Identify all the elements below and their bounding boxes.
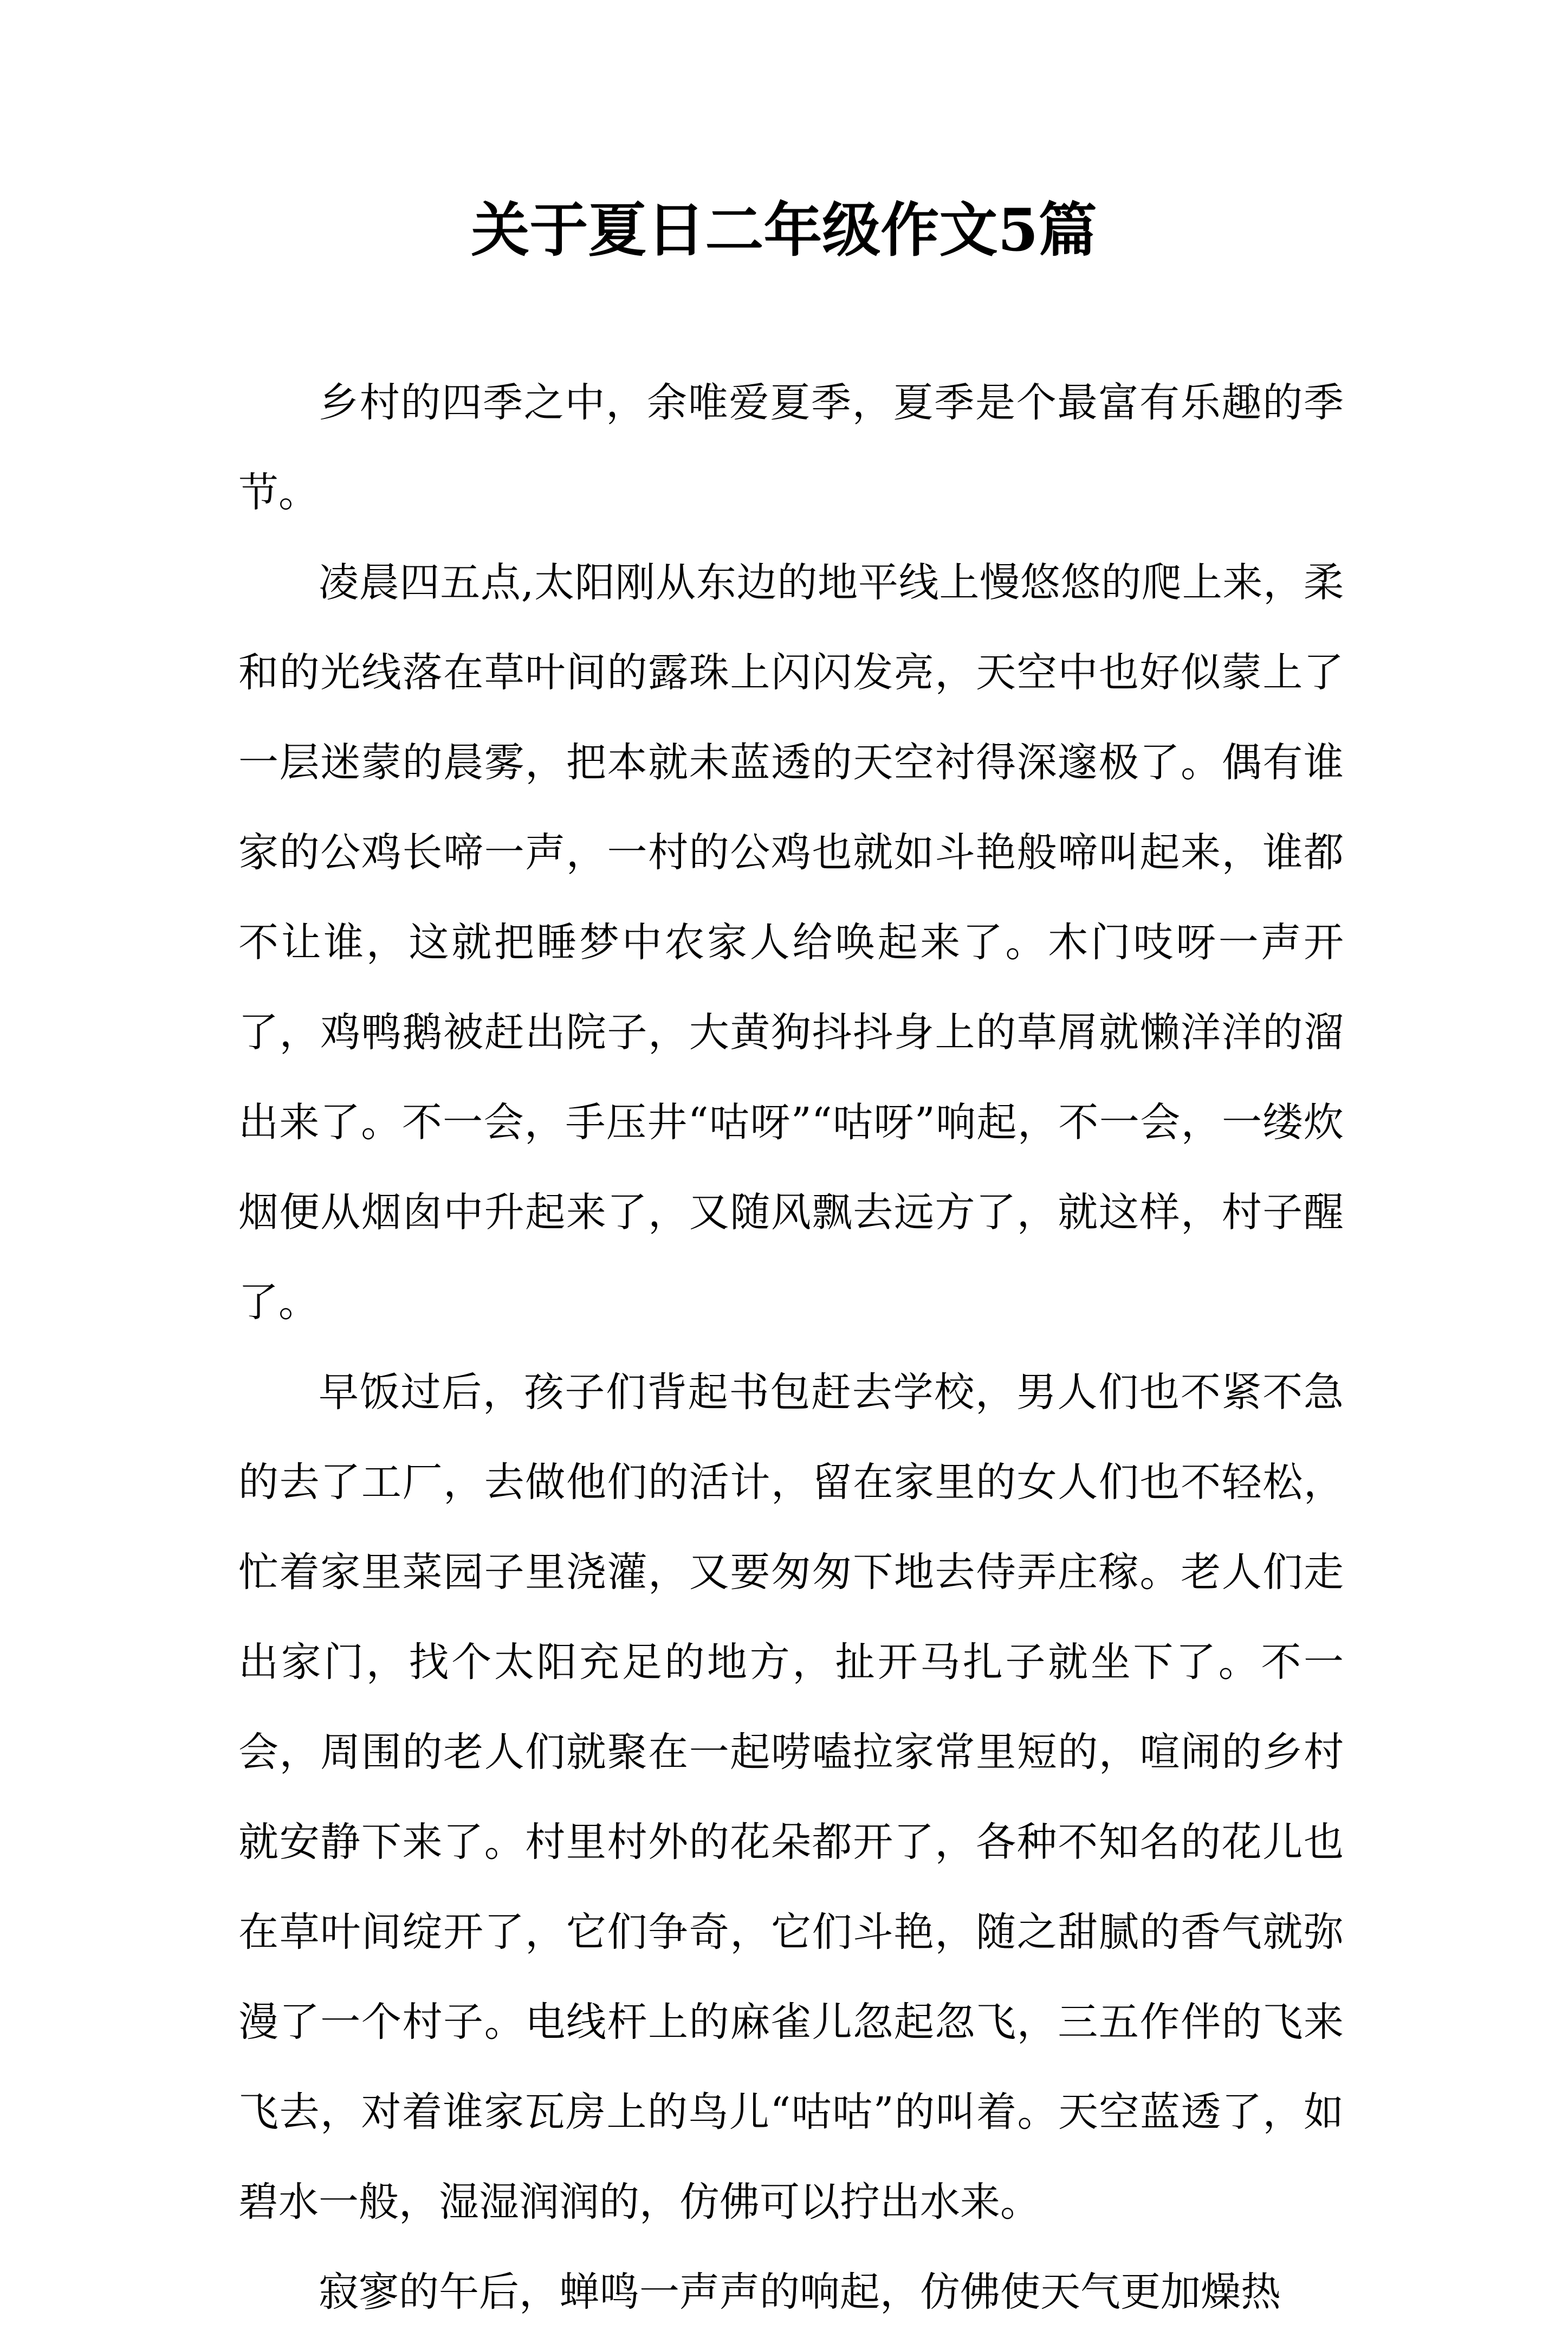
page-title: 关于夏日二年级作文5篇 bbox=[471, 196, 1097, 264]
paragraph-3: 早饭过后，孩子们背起书包赶去学校，男人们也不紧不急的去了工厂，去做他们的活计，留在家里的女人们也不轻松，忙着家里菜园子里浇灌，又要匆匆下地去侍弄庄稼。老人们走出家门，找个太阳充足的地方，扯开马扎子就坐下了。不一会，周围的老人们就聚在一起唠嗑拉家常里短的，喧闹的乡村就安静下来了。村里村外的花朵都开了，各种不知名的花儿也在草叶间绽开了，它们争奇，它们斗艳，随之甜腻的香气就弥漫了一个村子。电线杆上的麻雀儿忽起忽飞，三五作伴的飞来飞去，对着谁家瓦房上的鸟儿“咕咕”的叫着。天空蓝透了，如碧水一般，湿湿润润的，仿佛可以拧出水来。 bbox=[238, 1369, 1344, 2225]
article-body bbox=[238, 358, 1344, 2337]
paragraph-1: 乡村的四季之中，余唯爱夏季，夏季是个最富有乐趣的季节。 bbox=[238, 379, 1344, 516]
paragraph-4: 寂寥的午后，蝉鸣一声声的响起，仿佛使天气更加燥热 bbox=[319, 2269, 1281, 2315]
paragraph-2: 凌晨四五点,太阳刚从东边的地平线上慢悠悠的爬上来，柔和的光线落在草叶间的露珠上闪闪发亮，天空中也好似蒙上了一层迷蒙的晨雾，把本就未蓝透的天空衬得深邃极了。偶有谁家的公鸡长啼一声，一村的公鸡也就如斗艳般啼叫起来，谁都不让谁，这就把睡梦中农家人给唤起来了。木门吱呀一声开了，鸡鸭鹅被赶出院子，大黄狗抖抖身上的草屑就懒洋洋的溜出来了。不一会，手压井“咕呀”“咕呀”响起，不一会，一缕炊烟便从烟囱中升起来了，又随风飘去远方了，就这样，村子醒了。 bbox=[238, 559, 1344, 1326]
